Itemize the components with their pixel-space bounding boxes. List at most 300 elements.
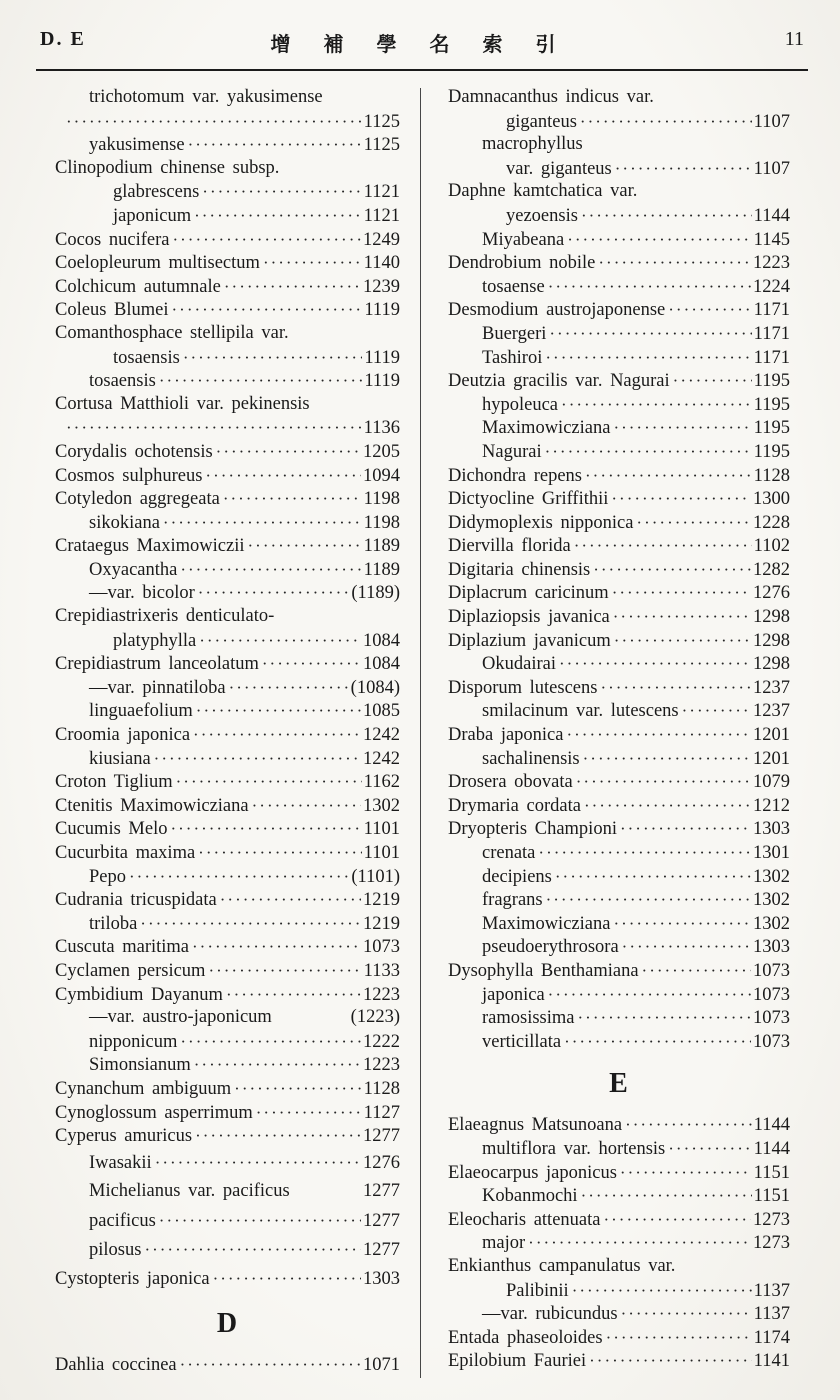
index-entry	[448, 888, 790, 912]
index-entry	[55, 204, 400, 228]
entry-name: Epilobium Fauriei	[448, 1351, 587, 1372]
dot-leader	[140, 912, 361, 936]
entry-name: macrophyllus	[482, 134, 583, 155]
entry-page: 1242	[363, 725, 400, 746]
index-entry	[55, 133, 400, 157]
entry-name: platyphylla	[113, 630, 197, 651]
entry-name: Pepo	[89, 866, 126, 887]
index-column-left	[55, 86, 400, 1376]
entry-page: 1119	[364, 347, 400, 368]
entry-name: Cynoglossum asperrimum	[55, 1102, 253, 1123]
entry-page: 1136	[363, 418, 400, 439]
dot-leader	[612, 581, 751, 605]
dot-leader	[545, 346, 751, 370]
entry-page: 1073	[753, 1008, 790, 1029]
index-entry	[448, 558, 790, 582]
entry-name: var. giganteus	[506, 158, 612, 179]
entry-name: decipiens	[482, 866, 552, 887]
index-entry	[55, 298, 400, 322]
index-entry	[448, 699, 790, 723]
dot-leader	[198, 841, 362, 865]
entry-name: smilacinum var. lutescens	[482, 701, 679, 722]
entry-name: Cucurbita maxima	[55, 843, 196, 863]
entry-page: (1223)	[350, 1007, 400, 1028]
running-head-letters: D. E	[40, 28, 86, 50]
index-entry	[448, 1349, 790, 1373]
index-entry	[448, 346, 790, 370]
dot-leader	[248, 534, 362, 558]
index-entry	[55, 346, 400, 370]
dot-leader	[234, 1077, 362, 1101]
entry-name: Desmodium austrojaponense	[448, 300, 666, 321]
entry-name: Nagurai	[482, 441, 542, 462]
entry-page: 1201	[753, 748, 790, 769]
dot-leader	[673, 369, 752, 393]
entry-page: 1282	[753, 559, 790, 580]
entry-name: linguaefolium	[89, 701, 193, 722]
index-entry	[448, 912, 790, 936]
entry-page: 1302	[363, 795, 400, 816]
dot-leader	[224, 275, 361, 299]
entry-page: 1145	[753, 229, 790, 250]
entry-page: 1198	[363, 489, 400, 510]
dot-leader	[620, 1161, 752, 1185]
dot-leader	[621, 1302, 752, 1326]
dot-leader	[668, 1137, 751, 1161]
index-entry	[55, 558, 400, 582]
entry-page: 1144	[753, 205, 790, 226]
entry-page: 1171	[753, 323, 790, 344]
index-entry	[448, 204, 790, 228]
dot-leader	[576, 770, 751, 794]
dot-leader	[561, 393, 752, 417]
entry-page: 1195	[753, 418, 790, 439]
index-entry	[448, 416, 790, 440]
index-entry	[55, 275, 400, 299]
entry-name: Daphne kamtchatica var.	[448, 181, 638, 202]
dot-leader	[170, 817, 361, 841]
dot-leader	[593, 558, 751, 582]
entry-name: hypoleuca	[482, 394, 559, 415]
dot-leader	[545, 440, 752, 464]
entry-name: Oxyacantha	[89, 559, 178, 580]
entry-page: 1171	[753, 347, 790, 368]
dot-leader	[585, 464, 752, 488]
entry-page: 1276	[753, 583, 790, 604]
entry-name: Simonsianum	[89, 1055, 191, 1076]
entry-name: tosaense	[482, 276, 545, 297]
entry-page: 1224	[753, 276, 790, 297]
dot-leader	[66, 110, 362, 134]
dot-leader	[129, 865, 349, 889]
dot-leader	[144, 1235, 361, 1264]
index-entry	[55, 652, 400, 676]
index-entry	[448, 1302, 790, 1326]
dot-leader	[549, 322, 751, 346]
entry-page: 1119	[364, 300, 400, 321]
index-entry	[55, 1006, 400, 1030]
entry-page: 1195	[753, 394, 790, 415]
entry-name: Deutzia gracilis var. Nagurai	[448, 371, 670, 392]
entry-page: 1119	[364, 371, 400, 392]
dot-leader	[682, 699, 751, 723]
dot-leader	[172, 228, 361, 252]
entry-page: 1298	[753, 607, 790, 628]
section-heading: E	[609, 1068, 629, 1100]
entry-page: (1189)	[351, 583, 400, 604]
dot-leader	[226, 983, 361, 1007]
entry-page: 1298	[753, 630, 790, 651]
index-entry	[448, 511, 790, 535]
index-entry	[55, 629, 400, 653]
entry-page: 1303	[363, 1268, 400, 1289]
dot-leader	[611, 487, 751, 511]
dot-leader	[213, 1264, 361, 1293]
index-entry	[55, 393, 400, 417]
entry-page: 1302	[753, 866, 790, 887]
index-entry	[448, 110, 790, 134]
entry-name: Cystopteris japonica	[55, 1268, 210, 1289]
index-entry	[448, 865, 790, 889]
entry-name: Cuscuta maritima	[55, 937, 190, 958]
entry-name: Dryopteris Championi	[448, 819, 617, 840]
index-entry	[55, 1077, 400, 1101]
entry-name: Michelianus var. pacificus	[89, 1180, 290, 1201]
entry-name: sachalinensis	[482, 748, 580, 769]
index-entry	[55, 983, 400, 1007]
dot-leader	[574, 534, 752, 558]
index-entry	[448, 605, 790, 629]
index-entry	[448, 959, 790, 983]
entry-name: major	[482, 1233, 526, 1254]
index-entry	[448, 393, 790, 417]
dot-leader	[620, 817, 751, 841]
entry-page: (1084)	[350, 677, 400, 698]
entry-name: pacificus	[89, 1210, 156, 1231]
index-entry	[55, 440, 400, 464]
index-entry	[55, 1206, 400, 1235]
dot-leader	[205, 464, 361, 488]
entry-page: 1219	[363, 890, 400, 911]
index-entry	[55, 581, 400, 605]
index-entry	[55, 865, 400, 889]
entry-name: crenata	[482, 843, 536, 863]
entry-page: 1301	[753, 843, 790, 863]
dot-leader	[66, 416, 362, 440]
column-divider	[420, 88, 421, 1378]
entry-name: Diervilla florida	[448, 536, 571, 557]
entry-name: Buergeri	[482, 323, 547, 344]
index-column-right	[448, 86, 790, 1373]
entry-name: Cortusa Matthioli var. pekinensis	[55, 393, 310, 414]
index-entry	[55, 841, 400, 865]
entry-name: Disporum lutescens	[448, 677, 598, 698]
dot-leader	[172, 298, 363, 322]
entry-name: Clinopodium chinense subsp.	[55, 157, 280, 178]
entry-page: 1212	[753, 795, 790, 816]
dot-leader	[583, 747, 751, 771]
index-entry	[55, 723, 400, 747]
entry-page: 1189	[363, 536, 400, 557]
index-entry	[448, 464, 790, 488]
index-entry	[448, 983, 790, 1007]
index-entry	[448, 676, 790, 700]
dot-leader	[154, 747, 361, 771]
entry-name: multiflora var. hortensis	[482, 1138, 666, 1159]
dot-leader	[220, 888, 361, 912]
entry-page: 1133	[363, 960, 400, 981]
index-entry	[55, 534, 400, 558]
entry-name: —var. austro-japonicum	[89, 1007, 272, 1028]
dot-leader	[202, 180, 361, 204]
entry-page: 1073	[363, 937, 400, 958]
entry-page: 1277	[363, 1239, 400, 1260]
header-rule	[36, 69, 808, 71]
dot-leader	[642, 959, 751, 983]
index-entry	[448, 1184, 790, 1208]
dot-leader	[613, 416, 751, 440]
index-entry	[55, 86, 400, 110]
entry-name: Cosmos sulphureus	[55, 465, 203, 486]
dot-leader	[548, 275, 751, 299]
entry-page: 1302	[753, 890, 790, 911]
entry-name: giganteus	[506, 111, 577, 132]
entry-name: Diplacrum caricinum	[448, 583, 609, 604]
entry-page: 1137	[753, 1304, 790, 1325]
dot-leader	[180, 1353, 361, 1377]
entry-name: verticillata	[482, 1031, 562, 1052]
entry-name: Palibinii	[506, 1280, 569, 1301]
index-entry	[55, 1053, 400, 1077]
entry-name: Cynanchum ambiguum	[55, 1078, 232, 1099]
index-entry	[448, 228, 790, 252]
entry-name: Drymaria cordata	[448, 795, 581, 816]
entry-page: 1128	[363, 1078, 400, 1099]
dot-leader	[589, 1349, 752, 1373]
entry-page: 1205	[363, 441, 400, 462]
index-entry	[55, 322, 400, 346]
index-entry	[55, 228, 400, 252]
entry-page: 1195	[753, 371, 790, 392]
index-entry	[55, 464, 400, 488]
index-entry	[55, 511, 400, 535]
entry-name: Diplazium javanicum	[448, 630, 611, 651]
dot-leader	[622, 935, 751, 959]
entry-name: pilosus	[89, 1239, 142, 1260]
index-entry	[55, 794, 400, 818]
entry-page: 1303	[753, 937, 790, 958]
index-entry	[448, 534, 790, 558]
entry-name: Maximowicziana	[482, 913, 611, 934]
entry-name: Crepidiastrixeris denticulato-	[55, 606, 275, 627]
index-entry	[448, 629, 790, 653]
index-entry	[448, 1030, 790, 1054]
index-entry	[55, 912, 400, 936]
entry-name: Draba japonica	[448, 725, 564, 746]
dot-leader	[252, 794, 361, 818]
entry-name: —var. rubicundus	[482, 1304, 618, 1325]
entry-page: 1174	[753, 1327, 790, 1348]
entry-name: Dahlia coccinea	[55, 1354, 177, 1375]
entry-name: tosaensis	[89, 371, 156, 392]
entry-name: Entada phaseoloides	[448, 1327, 603, 1348]
entry-page: 1151	[753, 1162, 790, 1183]
entry-name: kiusiana	[89, 748, 151, 769]
entry-page: 1071	[363, 1354, 400, 1375]
entry-name: Cotyledon aggregeata	[55, 489, 220, 510]
entry-name: Maximowicziana	[482, 418, 611, 439]
dot-leader	[636, 511, 751, 535]
index-entry	[55, 605, 400, 629]
entry-name: Didymoplexis nipponica	[448, 512, 634, 533]
index-entry	[55, 1101, 400, 1125]
entry-name: Dictyocline Griffithii	[448, 489, 609, 510]
index-entry	[448, 747, 790, 771]
index-entry	[448, 86, 790, 110]
entry-page: 1137	[753, 1280, 790, 1301]
dot-leader	[256, 1101, 362, 1125]
dot-leader	[566, 723, 751, 747]
dot-leader	[163, 511, 362, 535]
entry-page: 1151	[753, 1186, 790, 1207]
dot-leader	[180, 558, 361, 582]
entry-name: Okudairai	[482, 654, 556, 675]
dot-leader	[159, 369, 363, 393]
entry-page: 1084	[363, 654, 400, 675]
entry-name: trichotomum var. yakusimense	[89, 87, 323, 107]
dot-leader	[559, 652, 751, 676]
entry-page: 1085	[363, 701, 400, 722]
entry-page: 1079	[753, 772, 790, 793]
entry-name: nipponicum	[89, 1031, 178, 1052]
entry-page: 1121	[363, 205, 400, 226]
entry-name: japonicum	[113, 205, 192, 226]
index-entry	[448, 794, 790, 818]
index-entry	[55, 1148, 400, 1177]
entry-page: 1125	[363, 135, 400, 156]
entry-page: 1102	[753, 536, 790, 557]
entry-page: 1127	[363, 1102, 400, 1123]
dot-leader	[564, 1030, 751, 1054]
entry-page: 1144	[753, 1115, 790, 1136]
entry-name: triloba	[89, 913, 138, 934]
index-entry	[448, 180, 790, 204]
index-entry	[55, 1124, 400, 1148]
index-entry	[448, 935, 790, 959]
dot-leader	[567, 228, 751, 252]
index-entry	[448, 652, 790, 676]
index-entry	[55, 487, 400, 511]
entry-page: 1237	[753, 701, 790, 722]
entry-page: 1276	[363, 1152, 400, 1173]
entry-name: tosaensis	[113, 347, 180, 368]
entry-name: Cymbidium Dayanum	[55, 984, 223, 1005]
index-entry	[448, 298, 790, 322]
dot-leader	[546, 888, 751, 912]
entry-name: glabrescens	[113, 182, 200, 203]
entry-page: 1107	[753, 158, 790, 179]
entry-page: 1094	[363, 465, 400, 486]
index-entry	[448, 1161, 790, 1185]
index-entry	[55, 416, 400, 440]
dot-leader	[538, 841, 751, 865]
index-entry	[448, 1279, 790, 1303]
entry-page: 1277	[363, 1210, 400, 1231]
index-entry	[55, 369, 400, 393]
index-entry	[448, 157, 790, 181]
entry-name: Cyperus amuricus	[55, 1126, 193, 1147]
entry-page: 1121	[363, 182, 400, 203]
entry-page: 1303	[753, 819, 790, 840]
dot-leader	[193, 723, 361, 747]
index-entry	[448, 369, 790, 393]
index-entry	[448, 1113, 790, 1137]
entry-name: Coleus Blumei	[55, 300, 169, 321]
entry-name: Damnacanthus indicus var.	[448, 87, 654, 107]
entry-name: —var. bicolor	[89, 583, 195, 604]
entry-name: Diplaziopsis javanica	[448, 607, 610, 628]
dot-leader	[195, 1124, 361, 1148]
dot-leader	[196, 699, 361, 723]
entry-name: Corydalis ochotensis	[55, 441, 213, 462]
index-entry	[448, 841, 790, 865]
index-entry	[55, 1235, 400, 1264]
index-entry	[55, 770, 400, 794]
entry-name: fragrans	[482, 890, 543, 911]
entry-page: 1249	[363, 229, 400, 250]
index-entry	[448, 581, 790, 605]
entry-page: 1300	[753, 489, 790, 510]
dot-leader	[603, 1208, 751, 1232]
entry-page: 1201	[753, 725, 790, 746]
dot-leader	[578, 1006, 752, 1030]
dot-leader	[155, 1148, 361, 1177]
page-number: 11	[784, 28, 804, 50]
entry-name: pseudoerythrosora	[482, 937, 619, 958]
entry-name: Enkianthus campanulatus var.	[448, 1255, 676, 1276]
entry-name: —var. pinnatiloba	[89, 677, 226, 698]
index-entry	[448, 322, 790, 346]
dot-leader	[606, 1326, 752, 1350]
entry-page: 1242	[363, 748, 400, 769]
section-heading: D	[216, 1307, 239, 1339]
entry-page: 1144	[753, 1138, 790, 1159]
dot-leader	[194, 204, 362, 228]
dot-leader	[598, 251, 751, 275]
index-entry	[448, 1208, 790, 1232]
dot-leader	[668, 298, 751, 322]
index-entry	[448, 1006, 790, 1030]
entry-name: Elaeagnus Matsunoana	[448, 1115, 623, 1136]
index-entry	[55, 676, 400, 700]
index-entry	[55, 747, 400, 771]
dot-leader	[584, 794, 751, 818]
entry-page: 1073	[753, 984, 790, 1005]
dot-leader	[600, 676, 751, 700]
entry-name: Eleocharis attenuata	[448, 1209, 601, 1230]
index-entry	[448, 1255, 790, 1279]
entry-name: yakusimense	[89, 135, 185, 156]
index-entry	[55, 1030, 400, 1054]
index-entry	[448, 723, 790, 747]
dot-leader	[208, 959, 361, 983]
dot-leader	[192, 935, 361, 959]
dot-leader	[625, 1113, 752, 1137]
entry-name: Ctenitis Maximowicziana	[55, 795, 249, 816]
entry-page: 1101	[363, 819, 400, 840]
dot-leader	[263, 251, 362, 275]
entry-name: Cucumis Melo	[55, 819, 168, 840]
